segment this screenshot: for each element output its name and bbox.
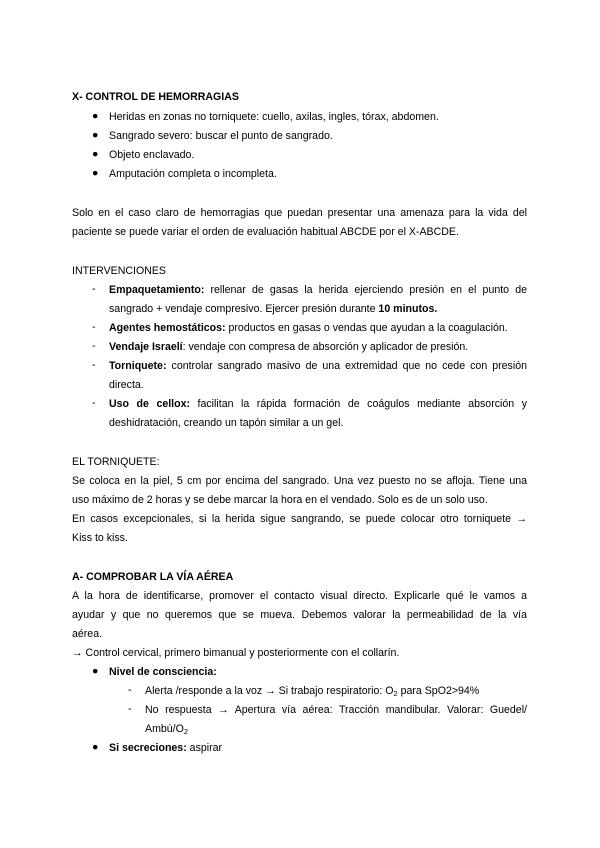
paragraph-line: Solo en el caso claro de hemorragias que puedan presentar una amenaza para la vida del — [72, 207, 527, 219]
paragraph-line: aérea. — [72, 628, 103, 640]
torniquete-heading: EL TORNIQUETE: — [72, 456, 160, 468]
paragraph-line: A la hora de identificarse, promover el contacto visual directo. Explicarle qué le vamos a — [72, 590, 527, 602]
dash-icon: - — [92, 340, 96, 352]
paragraph-line: paciente se puede variar el orden de evaluación habitual ABCDE por el X-ABCDE. — [72, 226, 459, 238]
list-item-continuation: deshidratación, creando un tapón similar a un gel. — [109, 417, 344, 429]
dash-icon: - — [92, 397, 96, 409]
dash-icon: - — [128, 703, 132, 715]
sub-list-item-continuation: Ambú/$O_2$ — [145, 723, 189, 736]
bullet-icon: ● — [92, 148, 99, 160]
section-x-heading: X- CONTROL DE HEMORRAGIAS — [72, 91, 239, 103]
list-item: Si secreciones: aspirar — [109, 742, 223, 754]
sub-list-item: No respuesta → Apertura vía aérea: Tracción mandibular. Valorar: Guedel/ — [145, 704, 527, 716]
list-item: Amputación completa o incompleta. — [109, 168, 277, 180]
list-item: Uso de cellox: facilitan la rápida formación de coágulos mediante absorción y — [109, 398, 527, 410]
list-item: Empaquetamiento: rellenar de gasas la herida ejerciendo presión en el punto de — [109, 284, 527, 296]
section-a-heading: A- COMPROBAR LA VÍA AÉREA — [72, 571, 234, 583]
list-item: Vendaje Israelí: vendaje con compresa de absorción y aplicador de presión. — [109, 341, 469, 353]
list-item-continuation: directa. — [109, 379, 144, 391]
paragraph-line: Kiss to kiss. — [72, 532, 128, 544]
paragraph-line: → Control cervical, primero bimanual y posteriormente con el collarín. — [72, 647, 400, 659]
sub-list-item: Alerta /responde a la voz → Si trabajo respiratorio: $O_2$ para SpO2>94% — [145, 685, 480, 698]
paragraph-line: Se coloca en la piel, 5 cm por encima del sangrado. Una vez puesto no se afloja. Tiene una — [72, 475, 527, 487]
list-item: Objeto enclavado. — [109, 149, 195, 161]
dash-icon: - — [128, 684, 132, 696]
bullet-icon: ● — [92, 665, 99, 677]
list-item: Heridas en zonas no torniquete: cuello, axilas, ingles, tórax, abdomen. — [109, 111, 439, 123]
dash-icon: - — [92, 283, 96, 295]
bullet-icon: ● — [92, 129, 99, 141]
dash-icon: - — [92, 321, 96, 333]
bullet-icon: ● — [92, 167, 99, 179]
dash-icon: - — [92, 359, 96, 371]
paragraph-line: En casos excepcionales, si la herida sigue sangrando, se puede colocar otro torniquete → — [72, 513, 527, 525]
list-item: Nivel de consciencia: — [109, 666, 217, 678]
paragraph-line: ayudar y que no queremos que se mueva. Debemos valorar la permeabilidad de la vía — [72, 609, 527, 621]
list-item-continuation: sangrado + vendaje compresivo. Ejercer presión durante 10 minutos. — [109, 303, 438, 315]
list-item: Sangrado severo: buscar el punto de sangrado. — [109, 130, 333, 142]
list-item: Agentes hemostáticos: productos en gasas o vendas que ayudan a la coagulación. — [109, 322, 508, 334]
bullet-icon: ● — [92, 110, 99, 122]
paragraph-line: uso máximo de 2 horas y se debe marcar la hora en el vendado. Solo es de un solo uso. — [72, 494, 488, 506]
interventions-heading: INTERVENCIONES — [72, 265, 166, 277]
list-item: Torniquete: controlar sangrado masivo de una extremidad que no cede con presión — [109, 360, 527, 372]
bullet-icon: ● — [92, 741, 99, 753]
